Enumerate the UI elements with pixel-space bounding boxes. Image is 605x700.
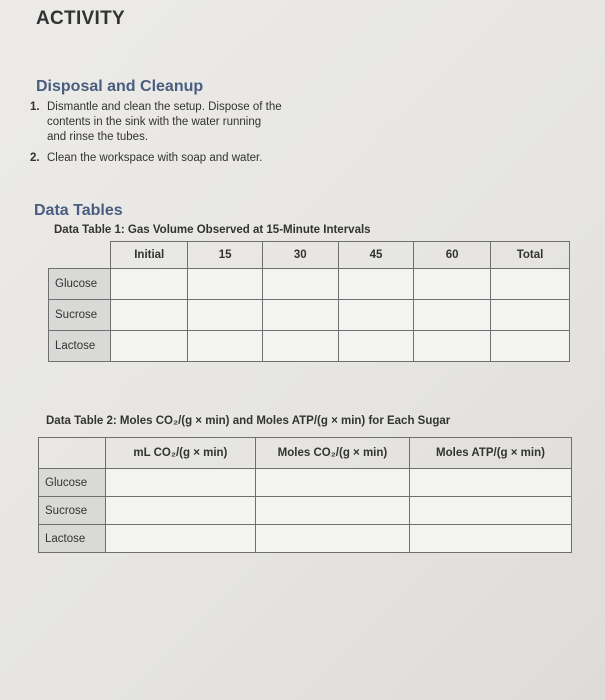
data-cell[interactable] <box>338 269 414 300</box>
data-cell[interactable] <box>255 469 409 497</box>
data-cell[interactable] <box>255 525 409 553</box>
data-cell[interactable] <box>491 331 570 362</box>
step-text <box>47 100 317 145</box>
corner-cell <box>39 438 106 469</box>
data-cell[interactable] <box>111 300 188 331</box>
corner-cell <box>49 242 111 269</box>
data-cell[interactable] <box>414 300 491 331</box>
data-cell[interactable] <box>188 300 263 331</box>
row-label: Glucose <box>49 269 111 300</box>
column-header: 60 <box>414 242 491 269</box>
data-tables-heading: Data Tables <box>34 202 123 219</box>
step-1 <box>30 100 317 145</box>
data-cell[interactable] <box>105 497 255 525</box>
data-cell[interactable] <box>414 269 491 300</box>
data-cell[interactable] <box>262 331 338 362</box>
step-text <box>47 151 317 166</box>
table-header-row <box>39 438 572 469</box>
data-cell[interactable] <box>262 269 338 300</box>
column-header: 30 <box>262 242 338 269</box>
data-cell[interactable] <box>255 497 409 525</box>
column-header: Total <box>491 242 570 269</box>
step-2 <box>30 151 317 166</box>
data-cell[interactable] <box>409 497 571 525</box>
data-cell[interactable] <box>188 331 263 362</box>
disposal-steps <box>30 100 317 172</box>
data-cell[interactable] <box>262 300 338 331</box>
table-header-row <box>49 242 570 269</box>
table2-caption: Data Table 2: Moles CO₂/(g × min) and Moles ATP/(g × min) for Each Sugar <box>46 415 451 427</box>
table-row <box>49 300 570 331</box>
row-label: Lactose <box>49 331 111 362</box>
disposal-heading: Disposal and Cleanup <box>36 78 204 95</box>
table-row <box>49 269 570 300</box>
column-header: mL CO₂/(g × min) <box>105 438 255 469</box>
row-label: Sucrose <box>49 300 111 331</box>
data-cell[interactable] <box>414 331 491 362</box>
step-line: Clean the workspace with soap and water. <box>47 152 263 164</box>
data-cell[interactable] <box>491 300 570 331</box>
column-header: 45 <box>338 242 414 269</box>
data-cell[interactable] <box>409 469 571 497</box>
step-number: 2. <box>30 152 40 164</box>
page-title: ACTIVITY <box>36 8 125 29</box>
data-cell[interactable] <box>338 331 414 362</box>
table-row <box>39 469 572 497</box>
table-row <box>39 497 572 525</box>
column-header: Initial <box>111 242 188 269</box>
row-label: Glucose <box>39 469 106 497</box>
data-cell[interactable] <box>105 469 255 497</box>
table-row <box>49 331 570 362</box>
data-cell[interactable] <box>188 269 263 300</box>
row-label: Sucrose <box>39 497 106 525</box>
row-label: Lactose <box>39 525 106 553</box>
data-cell[interactable] <box>105 525 255 553</box>
data-cell[interactable] <box>111 269 188 300</box>
step-line: Dismantle and clean the setup. Dispose of the <box>47 101 282 113</box>
data-cell[interactable] <box>491 269 570 300</box>
gas-volume-table <box>48 241 570 362</box>
column-header: Moles CO₂/(g × min) <box>255 438 409 469</box>
column-header: Moles ATP/(g × min) <box>409 438 571 469</box>
table1-caption: Data Table 1: Gas Volume Observed at 15-Minute Intervals <box>54 224 371 236</box>
step-line: and rinse the tubes. <box>47 131 149 143</box>
data-cell[interactable] <box>338 300 414 331</box>
column-header: 15 <box>188 242 263 269</box>
table-row <box>39 525 572 553</box>
data-cell[interactable] <box>111 331 188 362</box>
moles-table <box>38 437 572 553</box>
data-cell[interactable] <box>409 525 571 553</box>
step-line: contents in the sink with the water running <box>47 116 262 128</box>
step-number: 1. <box>30 101 40 113</box>
